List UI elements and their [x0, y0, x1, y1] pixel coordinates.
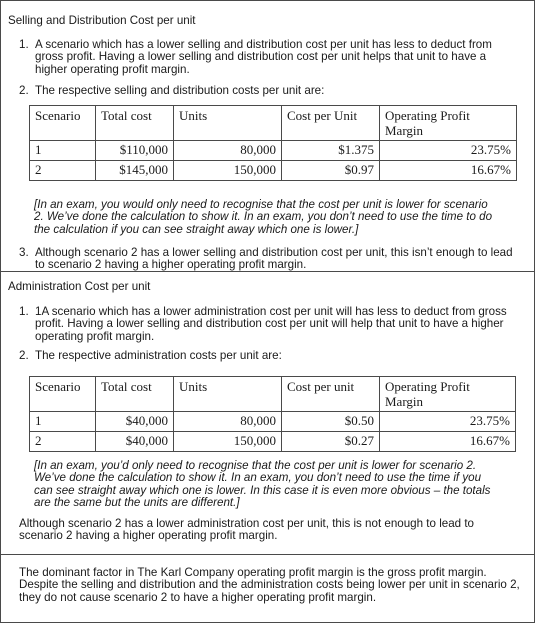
table-cell: $40,000 — [96, 432, 174, 452]
column-header: Total cost — [96, 106, 174, 141]
column-header: Cost per Unit — [282, 106, 380, 141]
list-number: 3. — [19, 246, 29, 259]
column-header: Operating Profit Margin — [380, 106, 517, 141]
administration-section — [1, 272, 534, 555]
list-text: The respective administration costs per unit are: — [35, 349, 282, 362]
table-cell: 2 — [30, 161, 96, 181]
table-row — [30, 412, 516, 432]
selling-distribution-table — [29, 105, 517, 181]
conclusion-text: Although scenario 2 has a lower administration cost per unit, this is not enough to lead to scenario 2 having a higher operating profit margin. — [19, 517, 475, 543]
section-heading: Selling and Distribution Cost per unit — [8, 14, 196, 27]
list-text: Although scenario 2 has a lower selling and distribution cost per unit, this isn’t enough to lead to scenario 2 having a higher operating profit margin. — [35, 246, 513, 272]
list-number: 1. — [19, 38, 29, 51]
list-text: The respective selling and distribution costs per unit are: — [35, 84, 325, 97]
table-cell: 23.75% — [380, 141, 517, 161]
table-cell: 2 — [30, 432, 96, 452]
column-header: Scenario — [30, 377, 96, 412]
column-header: Units — [174, 106, 282, 141]
summary-text: The dominant factor in The Karl Company operating profit margin is the gross profit margin. Despite the selling and distribution and the administration costs being lower per unit in scenario 2, they do not cause scenario 2 to have a higher operating profit margin. — [19, 566, 520, 604]
table-row — [30, 161, 517, 181]
column-header: Units — [174, 377, 282, 412]
summary-section — [1, 555, 534, 622]
column-header: Total cost — [96, 377, 174, 412]
table-cell: $1.375 — [282, 141, 380, 161]
table-header-row — [30, 106, 517, 141]
table-row — [30, 432, 516, 452]
column-header: Operating Profit Margin — [380, 377, 516, 412]
table-cell: $40,000 — [96, 412, 174, 432]
table-header-row — [30, 377, 516, 412]
section-heading: Administration Cost per unit — [8, 280, 151, 293]
table-cell: $0.27 — [282, 432, 380, 452]
table-cell: 80,000 — [174, 141, 282, 161]
exam-note: [In an exam, you would only need to recognise that the cost per unit is lower for scenario 2. We’ve done the calculation to show it. In an exam, you don’t need to use the time to do the calculation if you can see straight away which one is lower.] — [34, 198, 493, 236]
list-text: A scenario which has a lower selling and distribution cost per unit has less to deduct from gross profit. Having a lower selling and distribution cost per unit helps that unit to have a higher operating profit margin. — [35, 38, 492, 76]
column-header: Cost per unit — [282, 377, 380, 412]
list-number: 2. — [19, 84, 29, 97]
table-cell: 1 — [30, 141, 96, 161]
table-cell: 23.75% — [380, 412, 516, 432]
list-number: 2. — [19, 349, 29, 362]
table-row — [30, 141, 517, 161]
exam-note: [In an exam, you’d only need to recognise that the cost per unit is lower for scenario 2. We’ve done the calculation to show it. In an exam, you don’t need to use the time if you can see straight away which one is lower. In this case it is even more obvious – the totals are the same but the units are different.] — [34, 459, 491, 510]
table-cell: 150,000 — [174, 432, 282, 452]
table-cell: 16.67% — [380, 432, 516, 452]
administration-table — [29, 376, 516, 452]
table-cell: 80,000 — [174, 412, 282, 432]
column-header: Scenario — [30, 106, 96, 141]
table-cell: 1 — [30, 412, 96, 432]
table-cell: 150,000 — [174, 161, 282, 181]
table-cell: $145,000 — [96, 161, 174, 181]
table-cell: $110,000 — [96, 141, 174, 161]
list-number: 1. — [19, 305, 29, 318]
list-text: 1A scenario which has a lower administration cost per unit will has less to deduct from gross profit. Having a lower selling and distribution cost per unit will help that unit to have a higher operating profit margin. — [35, 305, 507, 343]
table-cell: $0.50 — [282, 412, 380, 432]
selling-distribution-section — [1, 1, 534, 272]
table-cell: 16.67% — [380, 161, 517, 181]
table-cell: $0.97 — [282, 161, 380, 181]
